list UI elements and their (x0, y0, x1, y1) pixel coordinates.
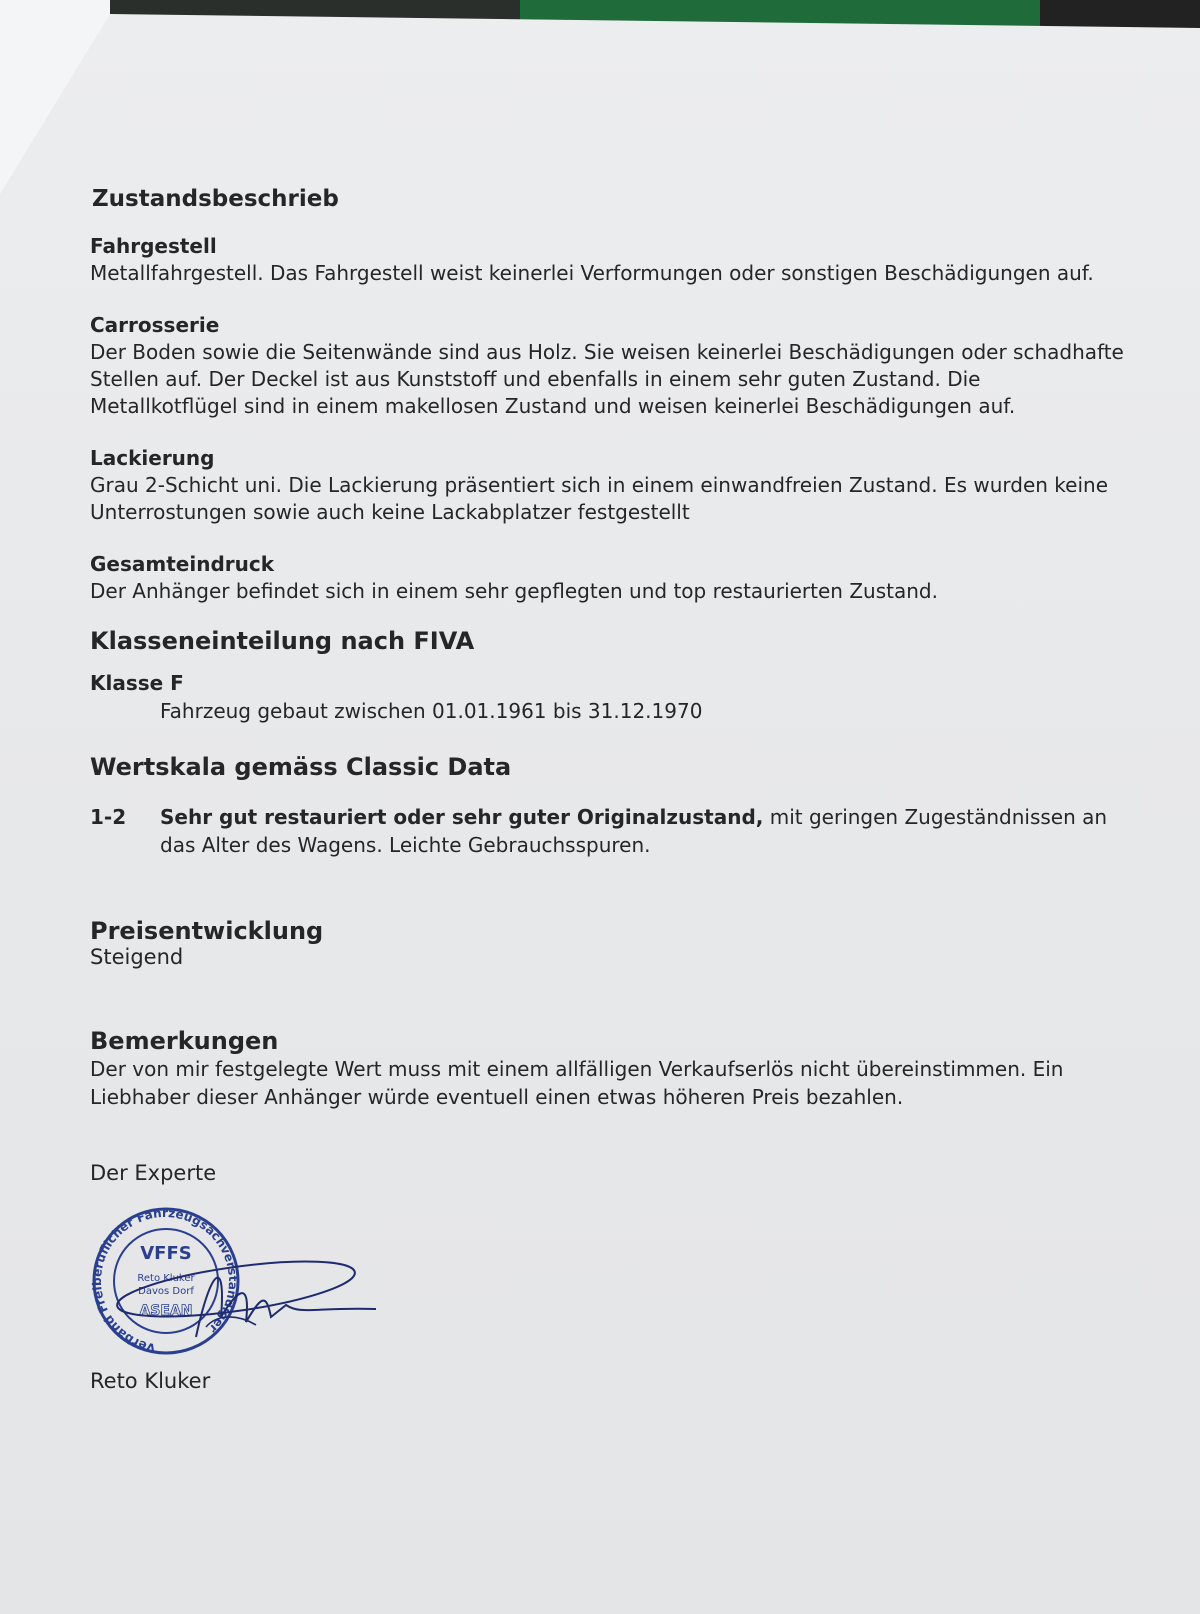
section-carrosserie (90, 313, 1130, 420)
expert-name: Reto Kluker (90, 1369, 211, 1393)
klasse-text: Fahrzeug gebaut zwischen 01.01.1961 bis 31.12.1970 (160, 699, 703, 723)
section-heading: Carrosserie (90, 313, 220, 337)
bemerkungen-text: Der von mir festgelegte Wert muss mit einem allfälligen Verkaufserlös nicht übereinstimmen. Ein Liebhaber dieser Anhänger würde eventuell einen etwas höheren Preis bezahlen. (90, 1057, 1064, 1109)
wertskala-code: 1-2 (90, 805, 127, 829)
section-heading: Fahrgestell (90, 234, 217, 258)
svg-text:Reto Kluker: Reto Kluker (137, 1273, 195, 1284)
section-heading: Gesamteindruck (90, 552, 275, 576)
section-text: Der Boden sowie die Seitenwände sind aus Holz. Sie weisen keinerlei Beschädigungen oder schadhafte Stellen auf. Der Deckel ist aus Kunststoff und ebenfalls in einem sehr guten Zustand. Die Metallkotflügel sind in einem makellosen Zustand und weisen keinerlei Beschädigungen auf. (90, 340, 1124, 418)
wertskala-description (160, 803, 1130, 859)
wertskala-text: mit geringen Zugeständnissen an das Alter des Wagens. Leichte Gebrauchsspuren. (160, 805, 1108, 857)
section-text: Grau 2-Schicht uni. Die Lackierung präsentiert sich in einem einwandfreien Zustand. Es wurden keine Unterrostungen sowie auch keine Lackabplatzer festgestellt (90, 473, 1109, 524)
bemerkungen-heading: Bemerkungen (90, 1027, 279, 1055)
experte-label: Der Experte (90, 1161, 217, 1185)
preis-text: Steigend (90, 945, 184, 969)
section-heading: Lackierung (90, 446, 215, 470)
svg-text:Verband Freiberuflicher Fahrze: Verband Freiberuflicher Fahrzeugsachverständiger (89, 1206, 241, 1356)
section-fahrgestell (90, 234, 1130, 287)
signature-stamp (90, 1197, 410, 1367)
svg-text:ASEAN: ASEAN (139, 1303, 193, 1319)
svg-text:VFFS: VFFS (140, 1243, 192, 1264)
stamp-seal-icon (86, 1197, 406, 1367)
document-title: Zustandsbeschrieb (92, 186, 339, 212)
wertskala-heading: Wertskala gemäss Classic Data (90, 753, 512, 781)
svg-text:Davos Dorf: Davos Dorf (138, 1286, 194, 1297)
wertskala-row (90, 803, 1130, 859)
background-dark (1040, 0, 1200, 30)
preis-heading: Preisentwicklung (90, 917, 324, 945)
section-lackierung (90, 446, 1130, 526)
document-content (90, 186, 1130, 1393)
section-gesamteindruck (90, 552, 1130, 605)
klassen-heading: Klasseneinteilung nach FIVA (90, 627, 475, 655)
section-text: Metallfahrgestell. Das Fahrgestell weist keinerlei Verformungen oder sonstigen Beschädigungen auf. (90, 261, 1094, 285)
section-text: Der Anhänger befindet sich in einem sehr gepflegten und top restaurierten Zustand. (90, 579, 938, 603)
klasse-label: Klasse F (90, 671, 184, 695)
wertskala-bold-text: Sehr gut restauriert oder sehr guter Originalzustand, (160, 805, 764, 829)
